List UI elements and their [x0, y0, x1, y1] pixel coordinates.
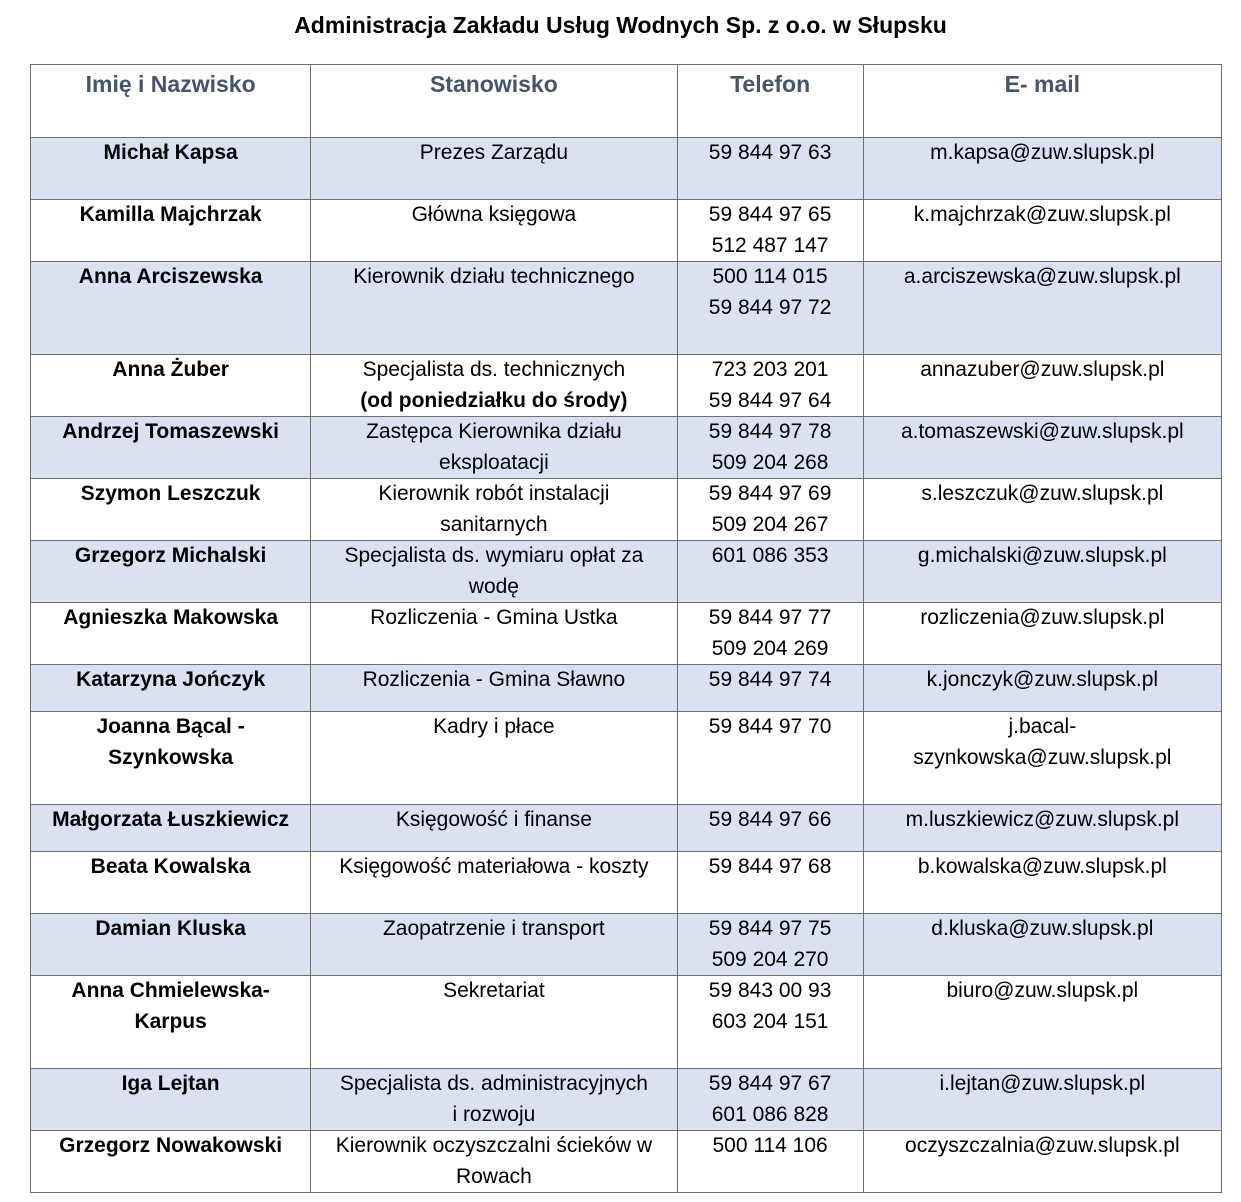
cell-position: [311, 417, 677, 479]
cell-email-line: g.michalski@zuw.slupsk.pl: [917, 544, 1167, 567]
cell-phone-line: 59 844 97 78: [708, 420, 832, 443]
table-row: [31, 665, 1222, 712]
header-phone: Telefon: [677, 65, 863, 138]
table-row: [31, 852, 1222, 914]
cell-email: [863, 138, 1221, 200]
cell-position: [311, 852, 677, 914]
cell-email: [863, 976, 1221, 1069]
document-title: Administracja Zakładu Usług Wodnych Sp. z o.o. w Słupsku: [294, 12, 947, 38]
cell-phone-line: 59 844 97 66: [708, 808, 832, 831]
cell-position-line: Kadry i płace: [433, 715, 555, 738]
cell-position-line: Kierownik działu technicznego: [353, 265, 635, 288]
header-position: Stanowisko: [311, 65, 677, 138]
cell-name: [31, 479, 311, 541]
cell-email-line: m.luszkiewicz@zuw.slupsk.pl: [905, 808, 1180, 831]
cell-phone-line: 509 204 268: [711, 450, 829, 474]
cell-phone-line: 59 844 97 69: [708, 482, 832, 505]
cell-phone-line: 512 487 147: [711, 233, 829, 257]
cell-position-line: sanitarnych: [440, 512, 548, 536]
cell-name: [31, 1131, 311, 1193]
table-header-row: [31, 65, 1222, 138]
cell-email-line: k.jonczyk@zuw.slupsk.pl: [926, 668, 1159, 691]
cell-phone-line: 603 204 151: [711, 1009, 829, 1033]
cell-name-line: Damian Kluska: [95, 917, 246, 940]
cell-phone-line: 723 203 201: [711, 358, 829, 381]
cell-phone-line: 59 843 00 93: [708, 979, 832, 1002]
cell-phone: [677, 541, 863, 603]
cell-email-line: k.majchrzak@zuw.slupsk.pl: [913, 203, 1171, 226]
cell-phone-line: 59 844 97 68: [708, 855, 832, 878]
cell-name-line: Grzegorz Michalski: [74, 544, 267, 567]
cell-phone: [677, 976, 863, 1069]
cell-name-line: Karpus: [134, 1009, 207, 1033]
cell-phone-line: 59 844 97 74: [708, 668, 832, 691]
table-row: [31, 417, 1222, 479]
cell-phone: [677, 262, 863, 355]
table-row: [31, 603, 1222, 665]
cell-name: [31, 1069, 311, 1131]
cell-position-line: Rozliczenia - Gmina Ustka: [370, 606, 618, 629]
cell-phone-line: 59 844 97 65: [708, 203, 832, 226]
cell-phone-line: 500 114 106: [712, 1134, 828, 1157]
cell-name-line: Andrzej Tomaszewski: [62, 420, 279, 443]
cell-name: [31, 138, 311, 200]
cell-phone-line: 509 204 270: [711, 947, 829, 971]
cell-name-line: Anna Chmielewska-: [71, 979, 270, 1002]
table-row: [31, 1069, 1222, 1131]
cell-email-line: s.leszczuk@zuw.slupsk.pl: [921, 482, 1164, 505]
cell-name-line: Anna Żuber: [112, 358, 229, 381]
cell-name: [31, 805, 311, 852]
table-row: [31, 138, 1222, 200]
cell-email-line: d.kluska@zuw.slupsk.pl: [931, 917, 1154, 940]
cell-phone: [677, 417, 863, 479]
cell-email: [863, 479, 1221, 541]
cell-phone-line: 59 844 97 70: [708, 715, 832, 738]
header-email: E- mail: [863, 65, 1221, 138]
cell-position-line: Specjalista ds. technicznych: [362, 358, 626, 381]
cell-name: [31, 541, 311, 603]
cell-email-line: biuro@zuw.slupsk.pl: [946, 979, 1139, 1002]
cell-position: [311, 1069, 677, 1131]
cell-phone: [677, 712, 863, 805]
table-row: [31, 914, 1222, 976]
cell-position-note: (od poniedziałku do środy): [360, 388, 628, 412]
cell-phone: [677, 479, 863, 541]
cell-phone: [677, 1069, 863, 1131]
table-row: [31, 712, 1222, 805]
cell-name: [31, 712, 311, 805]
table-row: [31, 200, 1222, 262]
cell-email-line: a.arciszewska@zuw.slupsk.pl: [903, 265, 1181, 288]
table-row: [31, 355, 1222, 417]
cell-email: [863, 805, 1221, 852]
cell-position-line: Księgowość i finanse: [395, 808, 592, 831]
cell-phone-line: 601 086 828: [711, 1102, 829, 1126]
cell-position-line: Zastępca Kierownika działu: [366, 420, 622, 443]
cell-email-line: j.bacal-: [1008, 715, 1077, 738]
cell-phone: [677, 805, 863, 852]
cell-phone-line: 59 844 97 63: [708, 141, 832, 164]
table-row: [31, 262, 1222, 355]
cell-position: [311, 200, 677, 262]
cell-email-line: i.lejtan@zuw.slupsk.pl: [939, 1072, 1146, 1095]
cell-email: [863, 1069, 1221, 1131]
cell-name-line: Iga Lejtan: [121, 1072, 220, 1095]
cell-email-line: oczyszczalnia@zuw.slupsk.pl: [905, 1134, 1180, 1157]
table-row: [31, 805, 1222, 852]
cell-position-line: eksploatacji: [439, 450, 549, 474]
cell-email: [863, 541, 1221, 603]
table-row: [31, 1131, 1222, 1193]
cell-position: [311, 541, 677, 603]
cell-phone-line: 601 086 353: [711, 544, 829, 567]
cell-email-line: m.kapsa@zuw.slupsk.pl: [930, 141, 1155, 164]
cell-name: [31, 665, 311, 712]
cell-position-line: Kierownik oczyszczalni ścieków w: [335, 1134, 653, 1157]
cell-position-line: Rozliczenia - Gmina Sławno: [362, 668, 626, 691]
cell-phone-line: 500 114 015: [712, 265, 828, 288]
cell-position: [311, 479, 677, 541]
cell-phone-line: 59 844 97 64: [708, 388, 832, 412]
cell-name: [31, 262, 311, 355]
cell-name-line: Anna Arciszewska: [78, 265, 263, 288]
table-row: [31, 976, 1222, 1069]
cell-email-line: a.tomaszewski@zuw.slupsk.pl: [900, 420, 1184, 443]
cell-name-line: Kamilla Majchrzak: [79, 203, 262, 226]
cell-position-line: Kierownik robót instalacji: [378, 482, 610, 505]
cell-phone: [677, 665, 863, 712]
cell-email-line: rozliczenia@zuw.slupsk.pl: [920, 606, 1165, 629]
table-body: [31, 138, 1222, 1193]
cell-position-line: Księgowość materiałowa - koszty: [339, 855, 649, 878]
cell-name-line: Małgorzata Łuszkiewicz: [52, 808, 290, 831]
cell-email: [863, 852, 1221, 914]
cell-position-line: Rowach: [455, 1164, 532, 1188]
cell-position-line: wodę: [468, 574, 519, 598]
cell-phone-line: 59 844 97 72: [708, 295, 832, 319]
cell-phone: [677, 1131, 863, 1193]
cell-email-line: szynkowska@zuw.slupsk.pl: [913, 745, 1172, 769]
cell-phone-line: 59 844 97 75: [708, 917, 832, 940]
cell-name: [31, 603, 311, 665]
cell-position: [311, 914, 677, 976]
cell-phone-line: 509 204 269: [711, 636, 829, 660]
cell-position: [311, 603, 677, 665]
cell-position-line: Główna księgowa: [411, 203, 577, 226]
cell-email: [863, 417, 1221, 479]
table-row: [31, 479, 1222, 541]
cell-name-line: Grzegorz Nowakowski: [59, 1134, 283, 1157]
table-row: [31, 541, 1222, 603]
cell-email: [863, 914, 1221, 976]
cell-email: [863, 355, 1221, 417]
cell-position-line: Zaopatrzenie i transport: [382, 917, 605, 940]
cell-email: [863, 712, 1221, 805]
cell-phone: [677, 200, 863, 262]
cell-email-line: b.kowalska@zuw.slupsk.pl: [917, 855, 1167, 878]
cell-position: [311, 976, 677, 1069]
contacts-table: [30, 64, 1222, 1193]
cell-name-line: Joanna Bącal -: [96, 715, 245, 738]
cell-position-line: Sekretariat: [443, 979, 545, 1002]
cell-position-line: Prezes Zarządu: [419, 141, 568, 164]
cell-name: [31, 200, 311, 262]
cell-position: [311, 355, 677, 417]
cell-email: [863, 603, 1221, 665]
cell-name: [31, 417, 311, 479]
cell-name-line: Szymon Leszczuk: [80, 482, 261, 505]
cell-phone: [677, 852, 863, 914]
cell-name: [31, 355, 311, 417]
cell-email: [863, 665, 1221, 712]
cell-phone: [677, 914, 863, 976]
cell-email: [863, 262, 1221, 355]
cell-email: [863, 1131, 1221, 1193]
cell-position: [311, 138, 677, 200]
cell-name-line: Michał Kapsa: [103, 141, 238, 164]
cell-name: [31, 976, 311, 1069]
cell-position-line: Specjalista ds. wymiaru opłat za: [344, 544, 644, 567]
cell-name-line: Beata Kowalska: [90, 855, 251, 878]
cell-name: [31, 852, 311, 914]
cell-position: [311, 712, 677, 805]
cell-email: [863, 200, 1221, 262]
cell-phone: [677, 138, 863, 200]
header-name: Imię i Nazwisko: [31, 65, 311, 138]
cell-name-line: Katarzyna Jończyk: [76, 668, 266, 691]
cell-name-line: Agnieszka Makowska: [63, 606, 278, 629]
cell-position: [311, 1131, 677, 1193]
cell-phone: [677, 355, 863, 417]
cell-phone: [677, 603, 863, 665]
cell-position-line: i rozwoju: [452, 1102, 536, 1126]
cell-position-line: Specjalista ds. administracyjnych: [339, 1072, 648, 1095]
cell-phone-line: 59 844 97 77: [708, 606, 832, 629]
cell-phone-line: 59 844 97 67: [708, 1072, 832, 1095]
cell-position: [311, 805, 677, 852]
cell-email-line: annazuber@zuw.slupsk.pl: [920, 358, 1165, 381]
cell-name-line: Szynkowska: [108, 745, 234, 769]
cell-name: [31, 914, 311, 976]
cell-phone-line: 509 204 267: [711, 512, 829, 536]
cell-position: [311, 665, 677, 712]
cell-position: [311, 262, 677, 355]
